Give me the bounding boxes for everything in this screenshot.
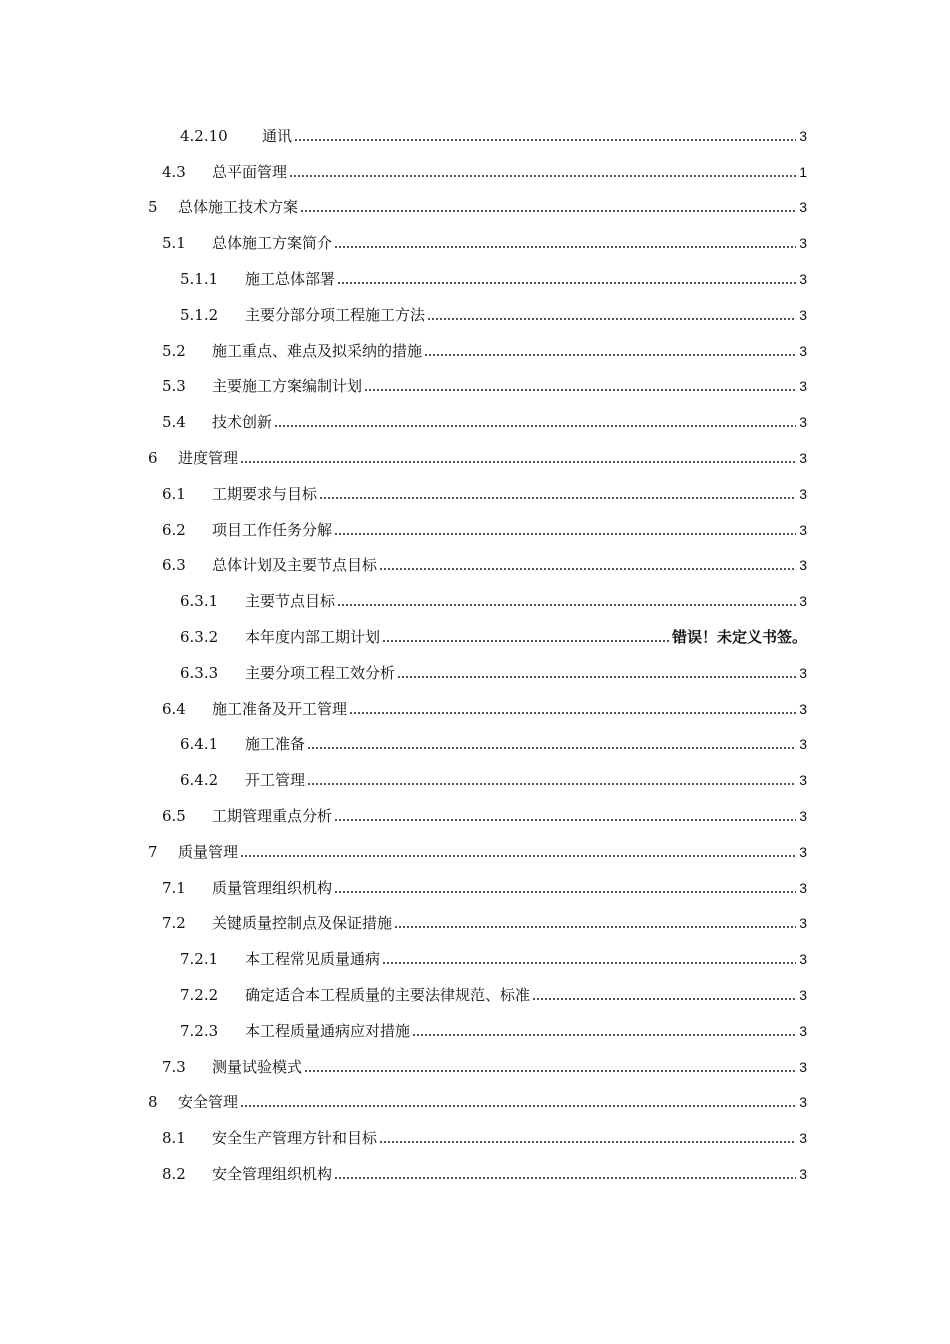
toc-leader-dots [334, 533, 796, 535]
toc-entry-number: 4.2.10 [180, 126, 228, 145]
toc-entry-page: 3 [799, 951, 807, 968]
toc-entry-title: 测量试验模式 [212, 1057, 303, 1076]
toc-leader-dots [382, 640, 669, 642]
toc-entry-title: 质量管理 [178, 842, 239, 861]
toc-entry-title: 工期要求与目标 [212, 484, 318, 503]
toc-entry-page: 3 [799, 127, 807, 144]
toc-entry[interactable] [162, 548, 807, 584]
toc-entry-page: 3 [799, 342, 807, 359]
toc-entry-page: 3 [799, 772, 807, 789]
toc-entry[interactable] [162, 798, 807, 834]
toc-entry[interactable] [180, 297, 807, 333]
toc-leader-dots [532, 998, 796, 1000]
toc-entry-number: 5 [148, 198, 158, 217]
toc-leader-dots [337, 604, 796, 606]
toc-entry-page: 3 [799, 521, 807, 538]
toc-entry-number: 6.3.1 [180, 592, 219, 611]
toc-entry-number: 5.4 [162, 413, 186, 432]
toc-entry-number: 6.3.3 [180, 663, 219, 682]
toc-entry-number: 6.4.1 [180, 735, 219, 754]
toc-entry[interactable] [180, 727, 807, 763]
toc-entry-page: 3 [799, 843, 807, 860]
toc-entry-number: 6.1 [162, 484, 186, 503]
toc-leader-dots [307, 747, 796, 749]
table-of-contents [0, 118, 950, 1192]
toc-entry[interactable] [162, 870, 807, 906]
toc-entry-title: 总体施工方案简介 [212, 234, 333, 253]
toc-entry[interactable] [180, 941, 807, 977]
toc-entry-number: 6 [148, 449, 158, 468]
toc-entry[interactable] [180, 762, 807, 798]
toc-entry-number: 7.2 [162, 914, 186, 933]
toc-leader-dots [334, 1177, 796, 1179]
toc-entry-number: 5.2 [162, 341, 186, 360]
toc-entry-number: 6.3.2 [180, 628, 219, 647]
toc-entry-page: 3 [799, 915, 807, 932]
toc-leader-dots [274, 425, 796, 427]
toc-leader-dots [349, 712, 796, 714]
toc-entry[interactable] [162, 333, 807, 369]
toc-entry-page: 3 [799, 593, 807, 610]
toc-entry-number: 6.4 [162, 699, 186, 718]
toc-entry-title: 通讯 [262, 126, 293, 145]
toc-entry-page: 3 [799, 1022, 807, 1039]
toc-leader-dots [382, 962, 796, 964]
toc-entry[interactable] [162, 906, 807, 942]
toc-entry[interactable] [162, 154, 807, 190]
toc-entry-title: 进度管理 [178, 449, 239, 468]
toc-entry-number: 6.2 [162, 520, 186, 539]
toc-entry[interactable] [180, 619, 807, 655]
toc-entry-number: 7.1 [162, 878, 186, 897]
toc-entry-title: 施工准备 [245, 735, 306, 754]
toc-entry-title: 质量管理组织机构 [212, 878, 333, 897]
toc-leader-dots [307, 783, 796, 785]
toc-entry[interactable] [180, 655, 807, 691]
toc-entry[interactable] [162, 691, 807, 727]
toc-entry-title: 技术创新 [212, 413, 273, 432]
toc-entry-page: 3 [799, 378, 807, 395]
toc-entry-title: 安全管理 [178, 1093, 239, 1112]
toc-entry-page: 3 [799, 557, 807, 574]
toc-entry-title: 主要分项工程工效分析 [245, 663, 396, 682]
toc-leader-dots [334, 819, 796, 821]
toc-entry-title: 项目工作任务分解 [212, 520, 333, 539]
toc-entry-page: 3 [799, 736, 807, 753]
toc-entry-number: 8 [148, 1093, 158, 1112]
toc-leader-dots [397, 676, 796, 678]
toc-entry-page: 3 [799, 450, 807, 467]
toc-leader-dots [300, 210, 796, 212]
toc-entry-page: 3 [799, 306, 807, 323]
toc-entry-title: 施工重点、难点及拟采纳的措施 [212, 341, 423, 360]
toc-leader-dots [424, 354, 796, 356]
toc-entry[interactable] [162, 1156, 807, 1192]
toc-entry[interactable] [180, 1013, 807, 1049]
toc-entry-title: 确定适合本工程质量的主要法律规范、标准 [245, 986, 531, 1005]
toc-entry[interactable] [180, 118, 807, 154]
toc-leader-dots [337, 282, 796, 284]
toc-leader-dots [379, 1141, 796, 1143]
toc-entry-page: 3 [799, 1058, 807, 1075]
toc-leader-dots [304, 1070, 796, 1072]
toc-entry-number: 5.1.1 [180, 270, 219, 289]
toc-entry[interactable] [162, 512, 807, 548]
toc-leader-dots [240, 1105, 796, 1107]
toc-entry-title: 主要施工方案编制计划 [212, 377, 363, 396]
toc-entry-page: 3 [799, 1166, 807, 1182]
toc-entry-number: 7.2.3 [180, 1021, 219, 1040]
toc-entry-title: 安全管理组织机构 [212, 1165, 333, 1183]
toc-entry-title: 安全生产管理方针和目标 [212, 1129, 378, 1148]
toc-entry[interactable] [162, 225, 807, 261]
toc-entry-page: 3 [799, 485, 807, 502]
toc-leader-dots [240, 461, 796, 463]
toc-entry-number: 7.3 [162, 1057, 186, 1076]
toc-entry[interactable] [148, 1085, 807, 1121]
toc-entry[interactable] [180, 261, 807, 297]
toc-entry-page: 3 [799, 1094, 807, 1111]
toc-entry[interactable] [162, 369, 807, 405]
toc-leader-dots [412, 1034, 796, 1036]
toc-entry-title: 总体施工技术方案 [178, 198, 299, 217]
toc-entry-page: 3 [799, 235, 807, 252]
toc-entry-title: 主要节点目标 [245, 592, 336, 611]
toc-entry-title: 总平面管理 [212, 162, 288, 181]
toc-entry-title: 关键质量控制点及保证措施 [212, 914, 393, 933]
toc-entry-title: 施工总体部署 [245, 270, 336, 289]
toc-entry-number: 4.3 [162, 162, 186, 181]
toc-entry-page: 3 [799, 879, 807, 896]
toc-entry-number: 5.1 [162, 234, 186, 253]
toc-leader-dots [334, 246, 796, 248]
toc-entry-page: 3 [799, 414, 807, 431]
toc-entry-page: 3 [799, 664, 807, 681]
toc-leader-dots [294, 139, 796, 141]
toc-entry[interactable] [162, 476, 807, 512]
toc-entry-number: 6.3 [162, 556, 186, 575]
toc-entry[interactable] [162, 404, 807, 440]
toc-leader-dots [319, 497, 796, 499]
toc-entry-number: 6.4.2 [180, 771, 219, 790]
toc-leader-dots [334, 891, 796, 893]
toc-entry-number: 5.1.2 [180, 305, 219, 324]
toc-entry-title: 本工程质量通病应对措施 [245, 1021, 411, 1040]
toc-entry-page: 3 [799, 199, 807, 216]
toc-leader-dots [289, 175, 796, 177]
toc-entry-title: 主要分部分项工程施工方法 [245, 305, 426, 324]
toc-entry-title: 总体计划及主要节点目标 [212, 556, 378, 575]
toc-entry-title: 施工准备及开工管理 [212, 699, 348, 718]
toc-entry[interactable] [148, 834, 807, 870]
toc-entry-page: 3 [799, 808, 807, 825]
toc-entry-number: 8.1 [162, 1129, 186, 1148]
toc-entry[interactable] [148, 440, 807, 476]
toc-entry-number: 6.5 [162, 807, 186, 826]
toc-leader-dots [394, 926, 796, 928]
toc-entry-number: 8.2 [162, 1165, 186, 1183]
toc-entry-title: 本工程常见质量通病 [245, 950, 381, 969]
toc-entry-title: 开工管理 [245, 771, 306, 790]
toc-entry-title: 本年度内部工期计划 [245, 628, 381, 647]
toc-entry[interactable] [180, 977, 807, 1013]
toc-entry-page-error: 错误！未定义书签。 [671, 628, 807, 647]
toc-entry-page: 3 [799, 987, 807, 1004]
toc-leader-dots [379, 568, 796, 570]
toc-entry-page: 3 [799, 271, 807, 288]
toc-entry-title: 工期管理重点分析 [212, 807, 333, 826]
toc-entry-page: 3 [799, 1130, 807, 1147]
toc-leader-dots [364, 389, 796, 391]
toc-entry[interactable] [162, 1049, 807, 1085]
toc-entry-page: 3 [799, 700, 807, 717]
toc-entry[interactable] [180, 583, 807, 619]
toc-entry-number: 7 [148, 842, 158, 861]
toc-entry-page: 1 [799, 163, 807, 180]
toc-leader-dots [427, 318, 796, 320]
toc-entry-number: 7.2.1 [180, 950, 219, 969]
toc-entry-number: 7.2.2 [180, 986, 219, 1005]
toc-entry[interactable] [162, 1120, 807, 1156]
toc-entry[interactable] [148, 190, 807, 226]
toc-leader-dots [240, 855, 796, 857]
toc-entry-number: 5.3 [162, 377, 186, 396]
